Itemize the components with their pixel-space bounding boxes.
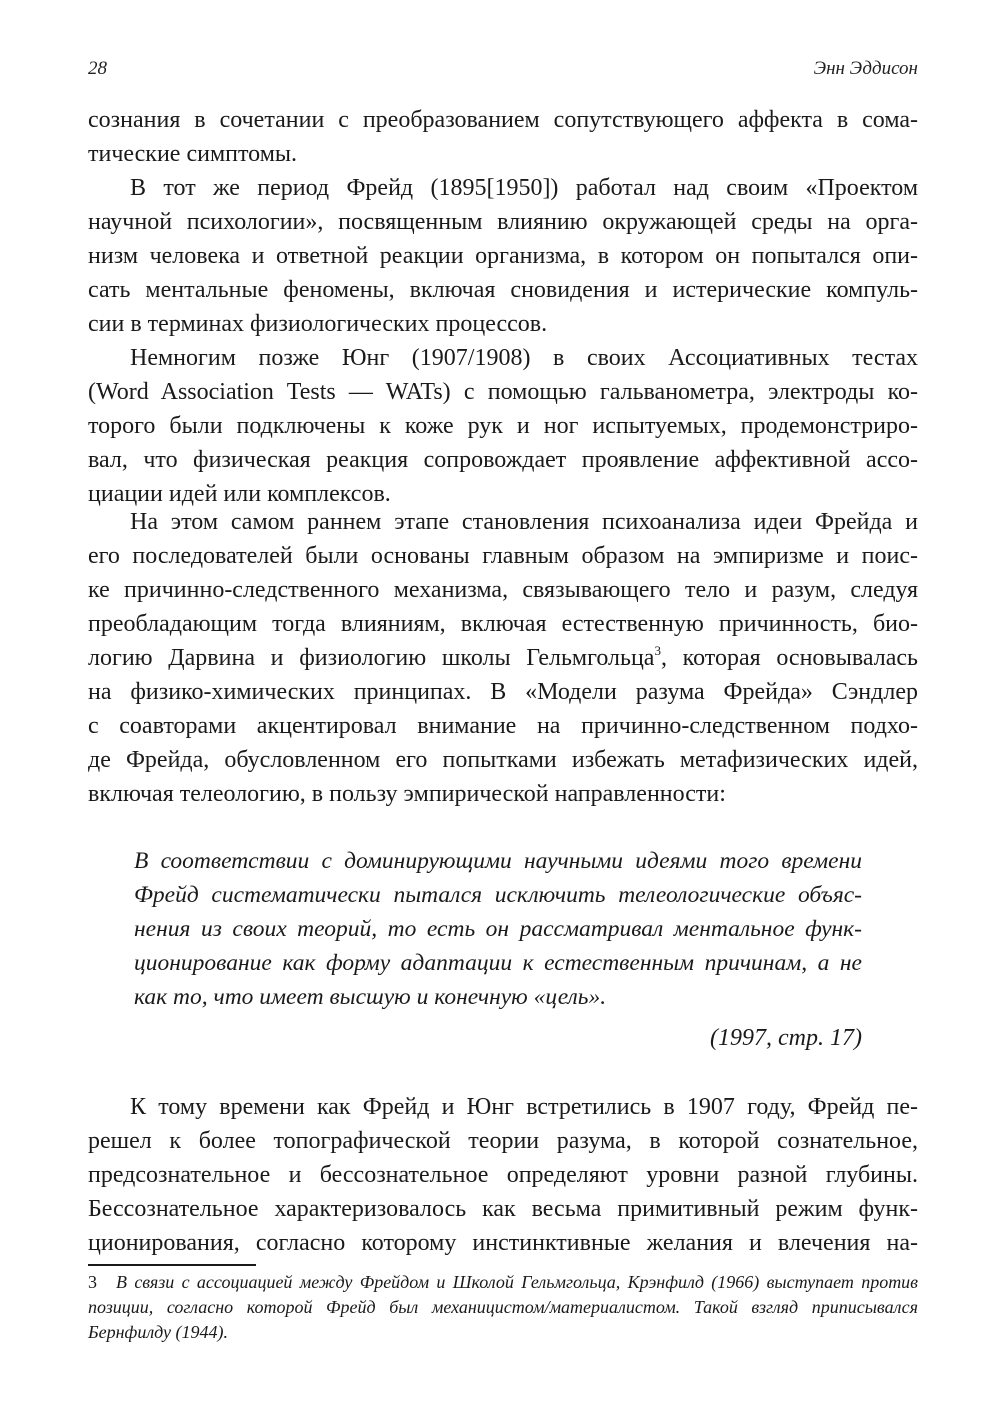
text-line: На этом самом раннем этапе становления психоанализа идеи Фрейда и — [130, 509, 918, 535]
paragraph-topographic-theory — [88, 1090, 918, 1260]
block-quote — [134, 844, 862, 1014]
paragraph-jung-wat — [88, 341, 918, 511]
text-line: циации идей или комплексов. — [88, 481, 391, 507]
quote-line: Фрейд систематически пытался исключить телеологические объяс- — [134, 882, 862, 908]
text-line: Бессознательное характеризовалось как весьма примитивный режим функ- — [88, 1196, 918, 1222]
text-line: торого были подключены к коже рук и ног испытуемых, продемонстриро- — [88, 413, 918, 439]
text-line: (Word Association Tests — WATs) с помощью гальванометра, электроды ко- — [88, 379, 918, 405]
text-line: сознания в сочетании с преобразованием сопутствующего аффекта в сома- — [88, 107, 918, 133]
quote-line: ционирование как форму адаптации к естественным причинам, а не — [134, 950, 862, 976]
text-line — [88, 641, 918, 675]
footnote-line: позиции, согласно которой Фрейд был механицистом/материалистом. Такой взгляд приписывался — [88, 1297, 918, 1317]
paragraph-continuation — [88, 103, 918, 171]
paragraph-freud-project — [88, 171, 918, 341]
text-line: решел к более топографической теории разума, в которой сознательное, — [88, 1128, 918, 1154]
footnote-text: В связи с ассоциацией между Фрейдом и Школой Гельмгольца, Крэнфилд (1966) выступает против — [116, 1272, 918, 1292]
text-line: включая телеологию, в пользу эмпирической направленности: — [88, 781, 726, 807]
text-line: ке причинно-следственного механизма, связывающего тело и разум, следуя — [88, 577, 918, 603]
footnote — [88, 1270, 918, 1345]
text-line: с соавторами акцентировал внимание на причинно-следственном подхо- — [88, 713, 918, 739]
text-line: К тому времени как Фрейд и Юнг встретились в 1907 году, Фрейд пе- — [130, 1094, 918, 1120]
text-line: вал, что физическая реакция сопровождает проявление аффективной ассо- — [88, 447, 918, 473]
footnote-number: 3 — [88, 1272, 97, 1292]
text-line: де Фрейда, обусловленном его попытками избежать метафизических идей, — [88, 747, 918, 773]
quote-line: В соответствии с доминирующими научными идеями того времени — [134, 848, 862, 874]
text-line: В тот же период Фрейд (1895[1950]) работал над своим «Проектом — [130, 175, 918, 201]
text-line: сии в терминах физиологических процессов. — [88, 311, 548, 337]
text-line: низм человека и ответной реакции организма, в котором он попытался опи- — [88, 243, 918, 269]
footnote-reference[interactable]: 3 — [654, 643, 661, 658]
text-segment: , которая основывалась — [660, 645, 918, 671]
running-header — [88, 58, 918, 88]
text-line: Немногим позже Юнг (1907/1908) в своих Ассоциативных тестах — [130, 345, 918, 371]
text-segment: логию Дарвина и физиологию школы Гельмгольца — [88, 645, 655, 671]
quote-line: как то, что имеет высшую и конечную «цель». — [134, 984, 607, 1010]
text-line: научной психологии», посвященным влиянию окружающей среды на орга- — [88, 209, 918, 235]
text-line: тические симптомы. — [88, 141, 298, 167]
text-line: предсознательное и бессознательное определяют уровни разной глубины. — [88, 1162, 918, 1188]
footnote-line — [88, 1270, 918, 1295]
running-head-author: Энн Эддисон — [813, 58, 918, 79]
text-line: сать ментальные феномены, включая сновидения и истерические компуль- — [88, 277, 918, 303]
quote-citation: (1997, стр. 17) — [710, 1025, 862, 1051]
text-line: преобладающим тогда влияниям, включая естественную причинность, био- — [88, 611, 918, 637]
footnote-line: Бернфилду (1944). — [88, 1322, 229, 1342]
page-number: 28 — [88, 58, 107, 79]
text-line: его последователей были основаны главным образом на эмпиризме и поис- — [88, 543, 918, 569]
footnote-divider — [88, 1264, 256, 1266]
text-line: на физико-химических принципах. В «Модели разума Фрейда» Сэндлер — [88, 679, 918, 705]
text-line: ционирования, согласно которому инстинктивные желания и влечения на- — [88, 1230, 918, 1256]
paragraph-early-psychoanalysis — [88, 505, 918, 811]
quote-line: нения из своих теорий, то есть он рассматривал ментальное функ- — [134, 916, 862, 942]
